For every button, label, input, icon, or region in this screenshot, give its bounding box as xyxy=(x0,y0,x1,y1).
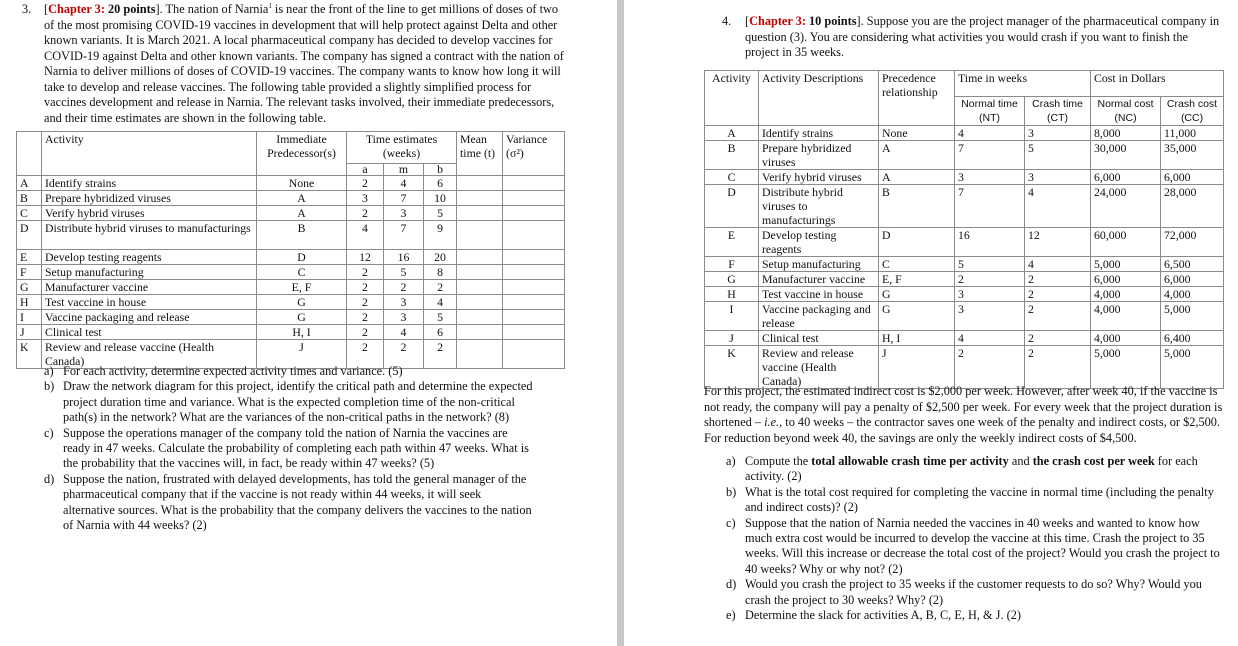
table-row xyxy=(17,325,565,340)
header-time-in-weeks: Time in weeks xyxy=(955,71,1091,97)
crash-time: 3 xyxy=(1025,170,1091,185)
header-cost: Cost in Dollars xyxy=(1091,71,1224,97)
predecessor: B xyxy=(257,221,347,250)
normal-time: 4 xyxy=(955,331,1025,346)
variance xyxy=(503,310,565,325)
normal-time: 7 xyxy=(955,185,1025,228)
estimate-m: 3 xyxy=(384,295,424,310)
activity-id: I xyxy=(705,302,759,331)
precedence: A xyxy=(879,141,955,170)
normal-time: 16 xyxy=(955,228,1025,257)
activity-description: Test vaccine in house xyxy=(759,287,879,302)
header-b: b xyxy=(424,164,457,176)
predecessor: D xyxy=(257,250,347,265)
header-crash-time: Crash time (CT) xyxy=(1025,97,1091,126)
bracket: [ xyxy=(44,2,49,16)
table-row xyxy=(17,265,565,280)
part-label: b) xyxy=(726,484,737,499)
cost-text: For this project, the estimated indirect cost is $2,000 per week. However, after week 40, if the vaccine is not ready, the company will pay a penalty of $2,500 per week. For every week that the project duration is shortened – xyxy=(704,384,1223,429)
question-3-intro xyxy=(22,2,564,126)
variance xyxy=(503,176,565,191)
precedence: G xyxy=(879,302,955,331)
intro-text: The nation of Narnia xyxy=(162,2,269,16)
points-label: 10 points xyxy=(809,14,857,28)
crash-time: 5 xyxy=(1025,141,1091,170)
mean-time xyxy=(457,191,503,206)
part-label: c) xyxy=(44,425,54,440)
table-row xyxy=(705,346,1224,389)
crash-cost: 6,500 xyxy=(1161,257,1224,272)
part-text: and xyxy=(1008,454,1033,468)
estimate-m: 7 xyxy=(384,221,424,250)
cost-text: to 40 weeks – the contractor saves one week of the penalty and indirect costs, or $2,500. For reduction beyond week 40, the savings are only the weekly indirect costs of $4,500. xyxy=(704,415,1220,445)
header-m: m xyxy=(384,164,424,176)
part-label: e) xyxy=(726,608,736,623)
table-row xyxy=(705,185,1224,228)
activity-description: Setup manufacturing xyxy=(759,257,879,272)
intro-text: is near the front of the line to get millions of doses of two of the most promising COVID-19 vaccines in development that will help protect against Delta and other known variants. It is March 2021. A local pharmaceutical company has decided to develop vaccines for COVID-19 against Delta and other known variants. The company has signed a contract with the nation of Narnia to deliver millions of doses of COVID-19 vaccines. The company wants to know how long it will take to develop and release vaccines. The following table provided a slightly simplified process for vaccines development and release in Narnia. The relevant tasks involved, their immediate predecessors, and their time estimates are shown in the following table. xyxy=(44,2,564,125)
activity-id: G xyxy=(705,272,759,287)
normal-time: 3 xyxy=(955,170,1025,185)
header-normal-cost: Normal cost (NC) xyxy=(1091,97,1161,126)
normal-cost: 4,000 xyxy=(1091,331,1161,346)
activity-id: B xyxy=(705,141,759,170)
activity-id: B xyxy=(17,191,42,206)
predecessor: E, F xyxy=(257,280,347,295)
crash-time: 2 xyxy=(1025,331,1091,346)
part-label: b) xyxy=(44,379,55,394)
activity-id: F xyxy=(705,257,759,272)
estimate-b: 4 xyxy=(424,295,457,310)
crash-cost: 6,000 xyxy=(1161,170,1224,185)
activity-description: Develop testing reagents xyxy=(759,228,879,257)
predecessor: A xyxy=(257,206,347,221)
header-predecessor: Immediate Predecessor(s) xyxy=(257,132,347,176)
table-row xyxy=(705,302,1224,331)
crash-cost: 6,000 xyxy=(1161,272,1224,287)
normal-time: 3 xyxy=(955,302,1025,331)
estimate-b: 8 xyxy=(424,265,457,280)
mean-time xyxy=(457,280,503,295)
pert-table-body xyxy=(17,176,565,369)
activity-name: Setup manufacturing xyxy=(42,265,257,280)
question-number: 3. xyxy=(22,2,32,16)
question-3-parts xyxy=(44,364,534,533)
activity-id: D xyxy=(705,185,759,228)
estimate-a: 3 xyxy=(347,191,384,206)
crash-cost: 11,000 xyxy=(1161,126,1224,141)
question-part xyxy=(44,364,534,379)
page-divider xyxy=(617,0,624,646)
activity-id: H xyxy=(17,295,42,310)
activity-id: A xyxy=(17,176,42,191)
part-text-bold: total allowable crash time per activity xyxy=(811,454,1009,468)
question-4-intro xyxy=(722,14,1225,61)
estimate-m: 4 xyxy=(384,176,424,191)
activity-id: C xyxy=(705,170,759,185)
crash-time: 2 xyxy=(1025,287,1091,302)
estimate-m: 3 xyxy=(384,310,424,325)
activity-id: J xyxy=(17,325,42,340)
header-activity: Activity xyxy=(705,71,759,126)
activity-id: I xyxy=(17,310,42,325)
precedence: H, I xyxy=(879,331,955,346)
table-row xyxy=(705,331,1224,346)
estimate-a: 2 xyxy=(347,206,384,221)
table-row xyxy=(17,176,565,191)
activity-name: Vaccine packaging and release xyxy=(42,310,257,325)
bracket: ]. xyxy=(856,14,864,28)
question-4-parts xyxy=(726,454,1222,623)
bracket: [ xyxy=(745,14,750,28)
crash-time: 4 xyxy=(1025,185,1091,228)
activity-name: Distribute hybrid viruses to manufacturings xyxy=(42,221,257,250)
crash-time: 3 xyxy=(1025,126,1091,141)
mean-time xyxy=(457,176,503,191)
cost-text-ie: i.e., xyxy=(764,415,783,429)
estimate-b: 10 xyxy=(424,191,457,206)
table-row xyxy=(17,295,565,310)
crash-cost: 35,000 xyxy=(1161,141,1224,170)
table-row xyxy=(705,272,1224,287)
header-activity: Activity xyxy=(42,132,257,176)
part-label: d) xyxy=(726,577,737,592)
question-part xyxy=(726,454,1222,485)
predecessor: J xyxy=(257,340,347,369)
activity-name: Test vaccine in house xyxy=(42,295,257,310)
precedence: D xyxy=(879,228,955,257)
activity-name: Review and release vaccine (Health Canada) xyxy=(42,340,257,369)
part-text: For each activity, determine expected activity times and variance. (5) xyxy=(63,364,403,378)
activity-description: Clinical test xyxy=(759,331,879,346)
estimate-m: 5 xyxy=(384,265,424,280)
table-row xyxy=(705,141,1224,170)
variance xyxy=(503,295,565,310)
question-part xyxy=(44,472,534,534)
cost-paragraph xyxy=(704,384,1224,446)
points-label: 20 points xyxy=(108,2,156,16)
variance xyxy=(503,191,565,206)
estimate-m: 7 xyxy=(384,191,424,206)
variance xyxy=(503,250,565,265)
activity-name: Verify hybrid viruses xyxy=(42,206,257,221)
estimate-m: 2 xyxy=(384,280,424,295)
estimate-a: 2 xyxy=(347,340,384,369)
header-precedence: Precedence relationship xyxy=(879,71,955,126)
chapter-label: Chapter 3: xyxy=(48,2,105,16)
normal-cost: 8,000 xyxy=(1091,126,1161,141)
crash-cost: 6,400 xyxy=(1161,331,1224,346)
normal-cost: 5,000 xyxy=(1091,257,1161,272)
crash-time: 12 xyxy=(1025,228,1091,257)
activity-id: E xyxy=(705,228,759,257)
activity-description: Manufacturer vaccine xyxy=(759,272,879,287)
crash-cost: 5,000 xyxy=(1161,346,1224,389)
mean-time xyxy=(457,221,503,250)
intro-text: Suppose you are the project manager of the pharmaceutical company in question (3). You are considering what activities you would crash if you want to finish the project in 35 weeks. xyxy=(745,14,1220,59)
table-row xyxy=(705,126,1224,141)
activity-name: Develop testing reagents xyxy=(42,250,257,265)
table-row xyxy=(17,280,565,295)
estimate-a: 2 xyxy=(347,265,384,280)
crash-time: 2 xyxy=(1025,272,1091,287)
estimate-b: 5 xyxy=(424,310,457,325)
table-row xyxy=(705,287,1224,302)
chapter-label: Chapter 3: xyxy=(749,14,806,28)
normal-cost: 4,000 xyxy=(1091,287,1161,302)
estimate-a: 2 xyxy=(347,176,384,191)
estimate-b: 2 xyxy=(424,340,457,369)
estimate-a: 2 xyxy=(347,310,384,325)
part-text: for each activity. (2) xyxy=(745,454,1198,484)
bracket: ]. xyxy=(155,2,163,16)
table-row xyxy=(17,206,565,221)
variance xyxy=(503,325,565,340)
normal-cost: 30,000 xyxy=(1091,141,1161,170)
activity-id: H xyxy=(705,287,759,302)
normal-cost: 6,000 xyxy=(1091,170,1161,185)
header-crash-cost: Crash cost (CC) xyxy=(1161,97,1224,126)
normal-time: 7 xyxy=(955,141,1025,170)
estimate-a: 2 xyxy=(347,280,384,295)
question-part xyxy=(44,426,534,472)
precedence: A xyxy=(879,170,955,185)
table-row xyxy=(705,257,1224,272)
part-text: Suppose that the nation of Narnia needed the vaccines in 40 weeks and wanted to know how much extra cost would be incurred to develop the vaccine at this time. Crash the project to 35 weeks. Will this increase or decrease the total cost of the project? Would you crash the project to 40 weeks? Why or why not? (2) xyxy=(745,515,1220,576)
activity-name: Identify strains xyxy=(42,176,257,191)
footnote-marker: 1 xyxy=(268,2,272,10)
crash-time: 2 xyxy=(1025,302,1091,331)
activity-name: Clinical test xyxy=(42,325,257,340)
question-part xyxy=(726,516,1222,578)
activity-name: Manufacturer vaccine xyxy=(42,280,257,295)
activity-id: K xyxy=(17,340,42,369)
predecessor: None xyxy=(257,176,347,191)
table-row xyxy=(17,191,565,206)
part-text: Determine the slack for activities A, B, C, E, H, & J. (2) xyxy=(745,608,1021,623)
estimate-m: 16 xyxy=(384,250,424,265)
activity-id: G xyxy=(17,280,42,295)
activity-description: Review and release vaccine (Health Canada) xyxy=(759,346,879,389)
table-row xyxy=(17,250,565,265)
activity-id: F xyxy=(17,265,42,280)
header-description: Activity Descriptions xyxy=(759,71,879,126)
precedence: G xyxy=(879,287,955,302)
crash-table-body xyxy=(705,126,1224,389)
header-time-estimates: Time estimates (weeks) xyxy=(347,132,457,164)
header-variance: Variance (σ²) xyxy=(503,132,565,176)
part-label: c) xyxy=(726,515,736,530)
predecessor: H, I xyxy=(257,325,347,340)
estimate-b: 2 xyxy=(424,280,457,295)
mean-time xyxy=(457,265,503,280)
question-number: 4. xyxy=(722,14,732,28)
precedence: C xyxy=(879,257,955,272)
part-text: Would you crash the project to 35 weeks if the customer requests to do so? Why? Would you crash the project to 30 weeks? Why? (2) xyxy=(745,577,1202,607)
part-label: a) xyxy=(726,454,736,468)
estimate-a: 2 xyxy=(347,295,384,310)
mean-time xyxy=(457,325,503,340)
activity-id: C xyxy=(17,206,42,221)
variance xyxy=(503,206,565,221)
part-label: a) xyxy=(44,364,54,378)
estimate-b: 20 xyxy=(424,250,457,265)
question-part xyxy=(726,577,1222,608)
estimate-a: 12 xyxy=(347,250,384,265)
crash-time: 2 xyxy=(1025,346,1091,389)
variance xyxy=(503,221,565,250)
predecessor: G xyxy=(257,295,347,310)
table-row xyxy=(705,228,1224,257)
question-part xyxy=(44,379,534,425)
crash-cost: 4,000 xyxy=(1161,287,1224,302)
question-part xyxy=(726,485,1222,516)
normal-time: 2 xyxy=(955,346,1025,389)
estimate-m: 4 xyxy=(384,325,424,340)
normal-time: 5 xyxy=(955,257,1025,272)
crash-table xyxy=(704,70,1224,389)
crash-time: 4 xyxy=(1025,257,1091,272)
estimate-b: 9 xyxy=(424,221,457,250)
predecessor: A xyxy=(257,191,347,206)
activity-description: Vaccine packaging and release xyxy=(759,302,879,331)
estimate-b: 5 xyxy=(424,206,457,221)
activity-name: Prepare hybridized viruses xyxy=(42,191,257,206)
activity-id: D xyxy=(17,221,42,250)
variance xyxy=(503,265,565,280)
normal-cost: 4,000 xyxy=(1091,302,1161,331)
mean-time xyxy=(457,250,503,265)
part-text-bold: the crash cost per week xyxy=(1032,454,1155,468)
activity-id: E xyxy=(17,250,42,265)
activity-description: Distribute hybrid viruses to manufacturings xyxy=(759,185,879,228)
normal-cost: 24,000 xyxy=(1091,185,1161,228)
estimate-b: 6 xyxy=(424,325,457,340)
table-row xyxy=(705,170,1224,185)
mean-time xyxy=(457,206,503,221)
predecessor: C xyxy=(257,265,347,280)
mean-time xyxy=(457,310,503,325)
crash-cost: 72,000 xyxy=(1161,228,1224,257)
part-text: Draw the network diagram for this project, identify the critical path and determine the expected project duration time and variance. What is the expected completion time of the non-critical path(s) in the network? What are the variances of the non-critical paths in the network? (8) xyxy=(63,379,533,425)
mean-time xyxy=(457,295,503,310)
activity-description: Verify hybrid viruses xyxy=(759,170,879,185)
precedence: E, F xyxy=(879,272,955,287)
part-text: Suppose the nation, frustrated with delayed developments, has told the general manager of the pharmaceutical company that if the vaccine is not ready within 44 weeks, it will seek alternative sources. What is the probability that the company delivers the vaccines to the nation of Narnia with 44 weeks? (2) xyxy=(63,471,532,533)
estimate-m: 2 xyxy=(384,340,424,369)
table-row xyxy=(17,221,565,250)
estimate-m: 3 xyxy=(384,206,424,221)
precedence: J xyxy=(879,346,955,389)
crash-cost: 5,000 xyxy=(1161,302,1224,331)
estimate-b: 6 xyxy=(424,176,457,191)
header-mean: Mean time (t) xyxy=(457,132,503,176)
predecessor: G xyxy=(257,310,347,325)
normal-time: 3 xyxy=(955,287,1025,302)
activity-description: Prepare hybridized viruses xyxy=(759,141,879,170)
normal-cost: 6,000 xyxy=(1091,272,1161,287)
activity-id: A xyxy=(705,126,759,141)
normal-cost: 5,000 xyxy=(1091,346,1161,389)
normal-time: 2 xyxy=(955,272,1025,287)
normal-time: 4 xyxy=(955,126,1025,141)
activity-id: K xyxy=(705,346,759,389)
estimate-a: 4 xyxy=(347,221,384,250)
part-label: d) xyxy=(44,471,55,486)
part-text: What is the total cost required for completing the vaccine in normal time (including the penalty and indirect costs)? (2) xyxy=(745,484,1214,515)
crash-cost: 28,000 xyxy=(1161,185,1224,228)
table-row xyxy=(17,310,565,325)
header-a: a xyxy=(347,164,384,176)
activity-description: Identify strains xyxy=(759,126,879,141)
part-text: Suppose the operations manager of the company told the nation of Narnia the vaccines are ready in 47 weeks. Calculate the probability of completing each path within 47 weeks. What is the probability that the vaccines will, in fact, be ready within 47 weeks? (5) xyxy=(63,425,529,471)
header-id xyxy=(17,132,42,176)
variance xyxy=(503,280,565,295)
activity-id: J xyxy=(705,331,759,346)
pert-table xyxy=(16,131,565,369)
part-text: Compute the xyxy=(745,454,812,468)
header-normal-time: Normal time (NT) xyxy=(955,97,1025,126)
precedence: B xyxy=(879,185,955,228)
precedence: None xyxy=(879,126,955,141)
question-part xyxy=(726,608,1222,623)
estimate-a: 2 xyxy=(347,325,384,340)
normal-cost: 60,000 xyxy=(1091,228,1161,257)
